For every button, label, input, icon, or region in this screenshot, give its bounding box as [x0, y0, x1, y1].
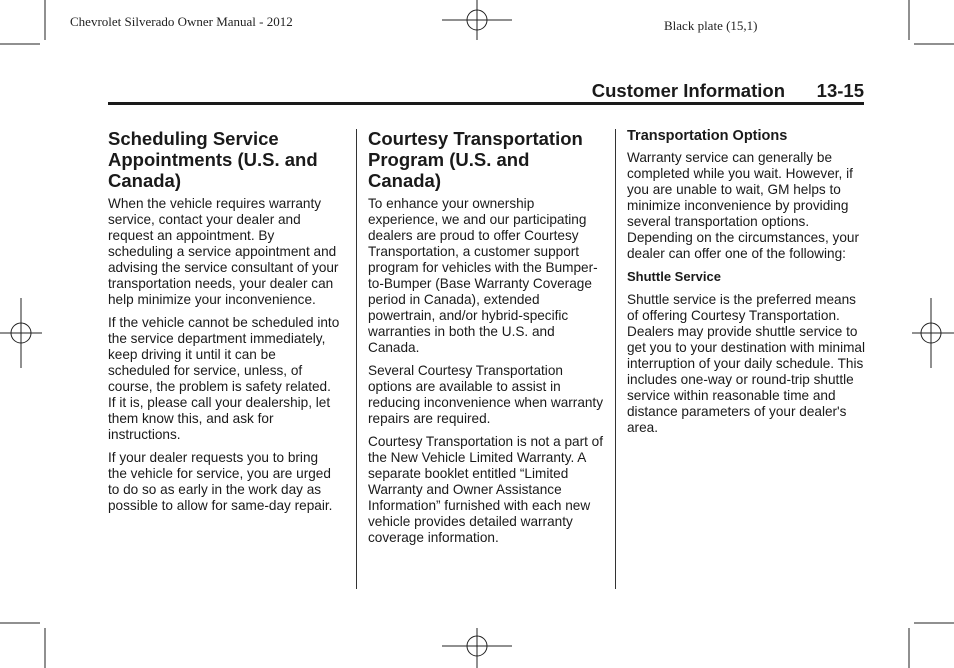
running-header	[108, 80, 864, 102]
registration-mark-left	[0, 298, 42, 368]
section-heading: Courtesy Transportation Program (U.S. and Canada)	[368, 128, 583, 191]
column-scheduling-service	[108, 128, 340, 521]
plate-title: Chevrolet Silverado Owner Manual - 2012	[70, 14, 293, 29]
plate-label: Black plate (15,1)	[664, 18, 758, 33]
column-divider	[615, 129, 616, 589]
registration-mark-bottom	[442, 628, 512, 668]
registration-mark-top	[442, 0, 512, 40]
section-title: Customer Information	[591, 80, 785, 101]
paragraph: To enhance your ownership experience, we and our participating dealers are proud to offer Courtesy Transportation, a customer support program for vehicles with the Bumper-to-Bumper (Base Warranty Coverage period in Canada), extended powertrain, and/or hybrid-specific warranties in both the U.S. and Canada.	[368, 196, 598, 355]
subsection-heading: Transportation Options	[627, 128, 788, 144]
header-rule	[108, 102, 864, 105]
page-number: 13-15	[816, 80, 864, 101]
paragraph: Several Courtesy Transportation options are available to assist in reducing inconvenience when warranty repairs are required.	[368, 363, 604, 426]
paragraph: When the vehicle requires warranty service, contact your dealer and request an appointment. By scheduling a service appointment and advising the service consultant of your transportation needs, your dealer can help minimize your inconvenience.	[108, 196, 339, 307]
column-courtesy-transportation	[368, 128, 606, 553]
subsubsection-heading: Shuttle Service	[627, 269, 721, 284]
paragraph: Warranty service can generally be completed while you wait. However, if you are unable to wait, GM helps to minimize inconvenience by providing several transportation options. Depending on the circumstances, your dealer can offer one of the following:	[627, 150, 859, 261]
section-heading: Scheduling Service Appointments (U.S. and Canada)	[108, 128, 318, 191]
column-transportation-options	[627, 128, 865, 443]
paragraph: Shuttle service is the preferred means of offering Courtesy Transportation. Dealers may provide shuttle service to get you to your destination with minimal interruption of your daily schedule. This includes one-way or round-trip shuttle service within reasonable time and distance parameters of your dealer's area.	[627, 292, 866, 435]
paragraph: If your dealer requests you to bring the vehicle for service, you are urged to do so as early in the work day as possible to allow for same-day repair.	[108, 450, 333, 513]
registration-mark-right	[912, 298, 954, 368]
column-divider	[356, 129, 357, 589]
paragraph: If the vehicle cannot be scheduled into the service department immediately, keep driving it until it can be scheduled for service, unless, of course, the problem is safety related. If it is, please call your dealership, let them know this, and ask for instructions.	[108, 315, 340, 442]
paragraph: Courtesy Transportation is not a part of the New Vehicle Limited Warranty. A separate booklet entitled “Limited Warranty and Owner Assistance Information” furnished with each new vehicle provides detailed warranty coverage information.	[368, 434, 603, 545]
